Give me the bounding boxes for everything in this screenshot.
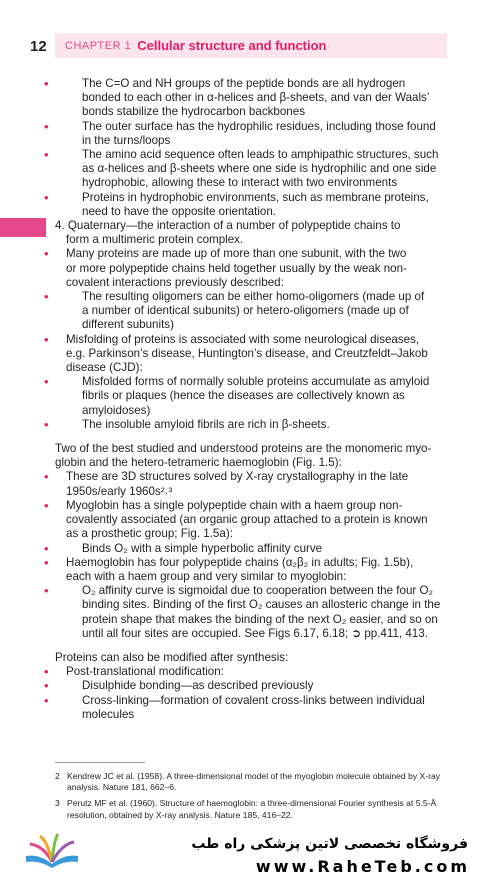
watermark-persian-text: فروشگاه تخصصی لاتین پزشکی راه طب bbox=[191, 836, 468, 852]
bullet-line: • Many proteins are made up of more than one subunit, with the two bbox=[55, 247, 451, 261]
text-line: amyloidoses) bbox=[82, 403, 151, 417]
book-logo-icon bbox=[22, 832, 82, 868]
text-line: protein shape that makes the binding of the next O₂ easier, and so on bbox=[82, 612, 438, 626]
footnotes bbox=[55, 771, 451, 826]
bullet-line: • O₂ affinity curve is sigmoidal due to cooperation between the four O₂ bbox=[55, 584, 451, 598]
text-line: Proteins can also be modified after synthesis: bbox=[55, 650, 289, 664]
text-line: in the turns/loops bbox=[82, 133, 171, 147]
text-line: Two of the best studied and understood proteins are the monomeric myo- bbox=[55, 442, 432, 456]
text-line: as a prosthetic group; Fig. 1.5a): bbox=[66, 527, 233, 541]
text-line: different subunits) bbox=[82, 318, 174, 332]
footnote bbox=[55, 771, 451, 793]
text-line: disease (CJD): bbox=[66, 361, 143, 375]
chapter-side-tab bbox=[0, 218, 46, 237]
footnote bbox=[55, 798, 451, 820]
text-line: as α-helices and β-sheets where one side is hydrophilic and one side bbox=[82, 162, 437, 176]
text-line: need to have the opposite orientation. bbox=[82, 204, 277, 218]
footnote-number: 2 bbox=[55, 771, 60, 781]
bullet-line: • Misfolding of proteins is associated with some neurological diseases, bbox=[55, 333, 451, 347]
bullet-line: • Misfolded forms of normally soluble proteins accumulate as amyloid bbox=[55, 375, 451, 389]
text-line: hydrophobic, allowing these to interact with two environments bbox=[82, 176, 398, 190]
bullet-line: • These are 3D structures solved by X-ray crystallography in the late bbox=[55, 470, 451, 484]
bullet-line: • Post-translational modification: bbox=[55, 665, 451, 679]
text-line: covalent interactions previously described: bbox=[66, 275, 284, 289]
body-text bbox=[55, 77, 451, 722]
chapter-label: CHAPTER 1 bbox=[65, 39, 132, 52]
text-line: 4. Quaternary—the interaction of a number of polypeptide chains to bbox=[55, 219, 401, 233]
text-line: each with a haem group and very similar to myoglobin: bbox=[66, 569, 347, 583]
text-line: bonds stabilize the hydrocarbon backbones bbox=[82, 105, 306, 119]
chapter-header-bar bbox=[55, 33, 447, 58]
text-line: a number of identical subunits) or hetero-oligomers (made up of bbox=[82, 304, 409, 318]
text-line: or more polypeptide chains held together usually by the weak non- bbox=[66, 261, 407, 275]
paragraph-gap bbox=[55, 641, 451, 651]
bullet-line: • Proteins in hydrophobic environments, such as membrane proteins, bbox=[55, 191, 451, 205]
bullet-line: • The amino acid sequence often leads to amphipathic structures, such bbox=[55, 148, 451, 162]
bullet-line: • Disulphide bonding—as described previously bbox=[55, 679, 451, 693]
text-line: 1950s/early 1960s²˒³ bbox=[66, 484, 173, 498]
text-line: fibrils or plaques (hence the diseases are collectively known as bbox=[82, 389, 405, 403]
text-line: covalently associated (an organic group attached to a protein is known bbox=[66, 513, 428, 527]
footnote-number: 3 bbox=[55, 798, 60, 809]
bullet-line: • Myoglobin has a single polypeptide chain with a haem group non- bbox=[55, 499, 451, 513]
text-line: molecules bbox=[82, 707, 135, 721]
text-line: form a multimeric protein complex. bbox=[66, 233, 244, 247]
text-line: until all four sites are occupied. See Figs 6.17, 6.18; ➲ pp.411, 413. bbox=[82, 626, 428, 640]
paragraph-gap bbox=[55, 432, 451, 442]
watermark-url: www.RaheTeb.com bbox=[255, 857, 470, 876]
text-line: binding sites. Binding of the first O₂ causes an allosteric change in the bbox=[82, 598, 441, 612]
text-line: e.g. Parkinson’s disease, Huntington’s disease, and Creutzfeldt–Jakob bbox=[66, 346, 428, 360]
text-line: bonded to each other in α-helices and β-sheets, and van der Waals’ bbox=[82, 91, 430, 105]
bullet-line: • Haemoglobin has four polypeptide chains (α₂β₂ in adults; Fig. 1.5b), bbox=[55, 556, 451, 570]
bullet-line: • The outer surface has the hydrophilic residues, including those found bbox=[55, 120, 451, 134]
page-number: 12 bbox=[30, 38, 47, 55]
footnote-text: Perutz MF et al. (1960). Structure of haemoglobin: a three-dimensional Fourier synthesis at 5.5-Å resolution, obtained by X-ray analysis. Nature 185, 416–22. bbox=[67, 798, 437, 820]
bullet-line: • Cross-linking—formation of covalent cross-links between individual bbox=[55, 694, 451, 708]
footnote-separator bbox=[55, 762, 145, 763]
bullet-line: • The insoluble amyloid fibrils are rich in β-sheets. bbox=[55, 418, 451, 432]
bullet-line: • The resulting oligomers can be either homo-oligomers (made up of bbox=[55, 290, 451, 304]
bullet-line: • Binds O₂ with a simple hyperbolic affinity curve bbox=[55, 542, 451, 556]
watermark-banner bbox=[0, 820, 488, 878]
footnote-text: Kendrew JC et al. (1958). A three-dimensional model of the myoglobin molecule obtained by X-ray analysis. Nature 181, 662–6. bbox=[67, 771, 441, 793]
bullet-line: • The C=O and NH groups of the peptide bonds are all hydrogen bbox=[55, 77, 451, 91]
chapter-title: Cellular structure and function bbox=[137, 38, 327, 53]
text-line: globin and the hetero-tetrameric haemoglobin (Fig. 1.5): bbox=[55, 456, 342, 470]
